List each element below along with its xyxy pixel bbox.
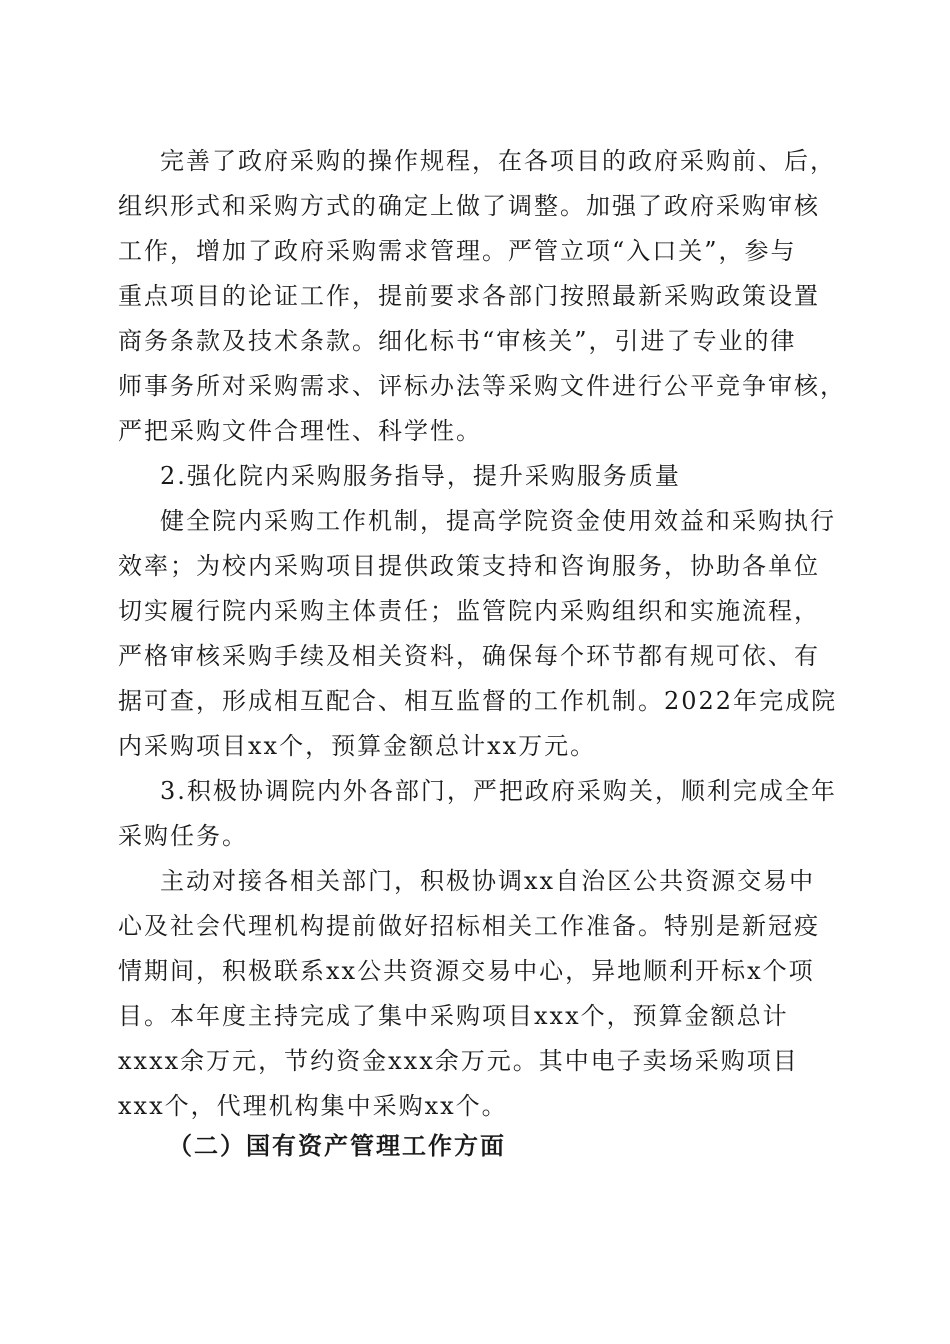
paragraph-line: 切实履行院内采购主体责任；监管院内采购组织和实施流程， — [118, 597, 820, 625]
paragraph-line: 工作，增加了政府采购需求管理。严管立项“入口关”，参与 — [118, 237, 797, 265]
paragraph-line: 重点项目的论证工作，提前要求各部门按照最新采购政策设置 — [118, 282, 820, 310]
paragraph-line: xxx个，代理机构集中采购xx个。 — [118, 1092, 508, 1120]
section-heading-3: 3.积极协调院内外各部门，严把政府采购关，顺利完成全年 — [160, 777, 837, 805]
paragraph-line: 目。本年度主持完成了集中采购项目xxx个，预算金额总计 — [118, 1002, 789, 1030]
paragraph-line: 商务条款及技术条款。细化标书“审核关”，引进了专业的律 — [118, 327, 797, 355]
section-heading-assets: （二）国有资产管理工作方面 — [168, 1131, 506, 1160]
paragraph-line: 健全院内采购工作机制，提高学院资金使用效益和采购执行 — [160, 507, 836, 535]
paragraph-line: 完善了政府采购的操作规程，在各项目的政府采购前、后， — [160, 147, 836, 175]
paragraph-line: xxxx余万元，节约资金xxx余万元。其中电子卖场采购项目 — [118, 1047, 799, 1075]
paragraph-line: 内采购项目xx个，预算金额总计xx万元。 — [118, 732, 597, 760]
paragraph-line: 心及社会代理机构提前做好招标相关工作准备。特别是新冠疫 — [118, 912, 820, 940]
paragraph-line: 效率；为校内采购项目提供政策支持和咨询服务，协助各单位 — [118, 552, 820, 580]
paragraph-line: 据可查，形成相互配合、相互监督的工作机制。2022年完成院 — [118, 687, 838, 715]
section-heading-2: 2.强化院内采购服务指导，提升采购服务质量 — [160, 462, 681, 490]
paragraph-line: 师事务所对采购需求、评标办法等采购文件进行公平竞争审核， — [118, 372, 846, 400]
paragraph-line: 严格审核采购手续及相关资料，确保每个环节都有规可依、有 — [118, 642, 820, 670]
paragraph-line: 严把采购文件合理性、科学性。 — [118, 417, 482, 445]
paragraph-line: 情期间，积极联系xx公共资源交易中心，异地顺利开标x个项 — [118, 957, 815, 985]
paragraph-line: 主动对接各相关部门，积极协调xx自治区公共资源交易中 — [160, 867, 816, 895]
section-heading-3-continued: 采购任务。 — [118, 822, 248, 850]
paragraph-line: 组织形式和采购方式的确定上做了调整。加强了政府采购审核 — [118, 192, 820, 220]
